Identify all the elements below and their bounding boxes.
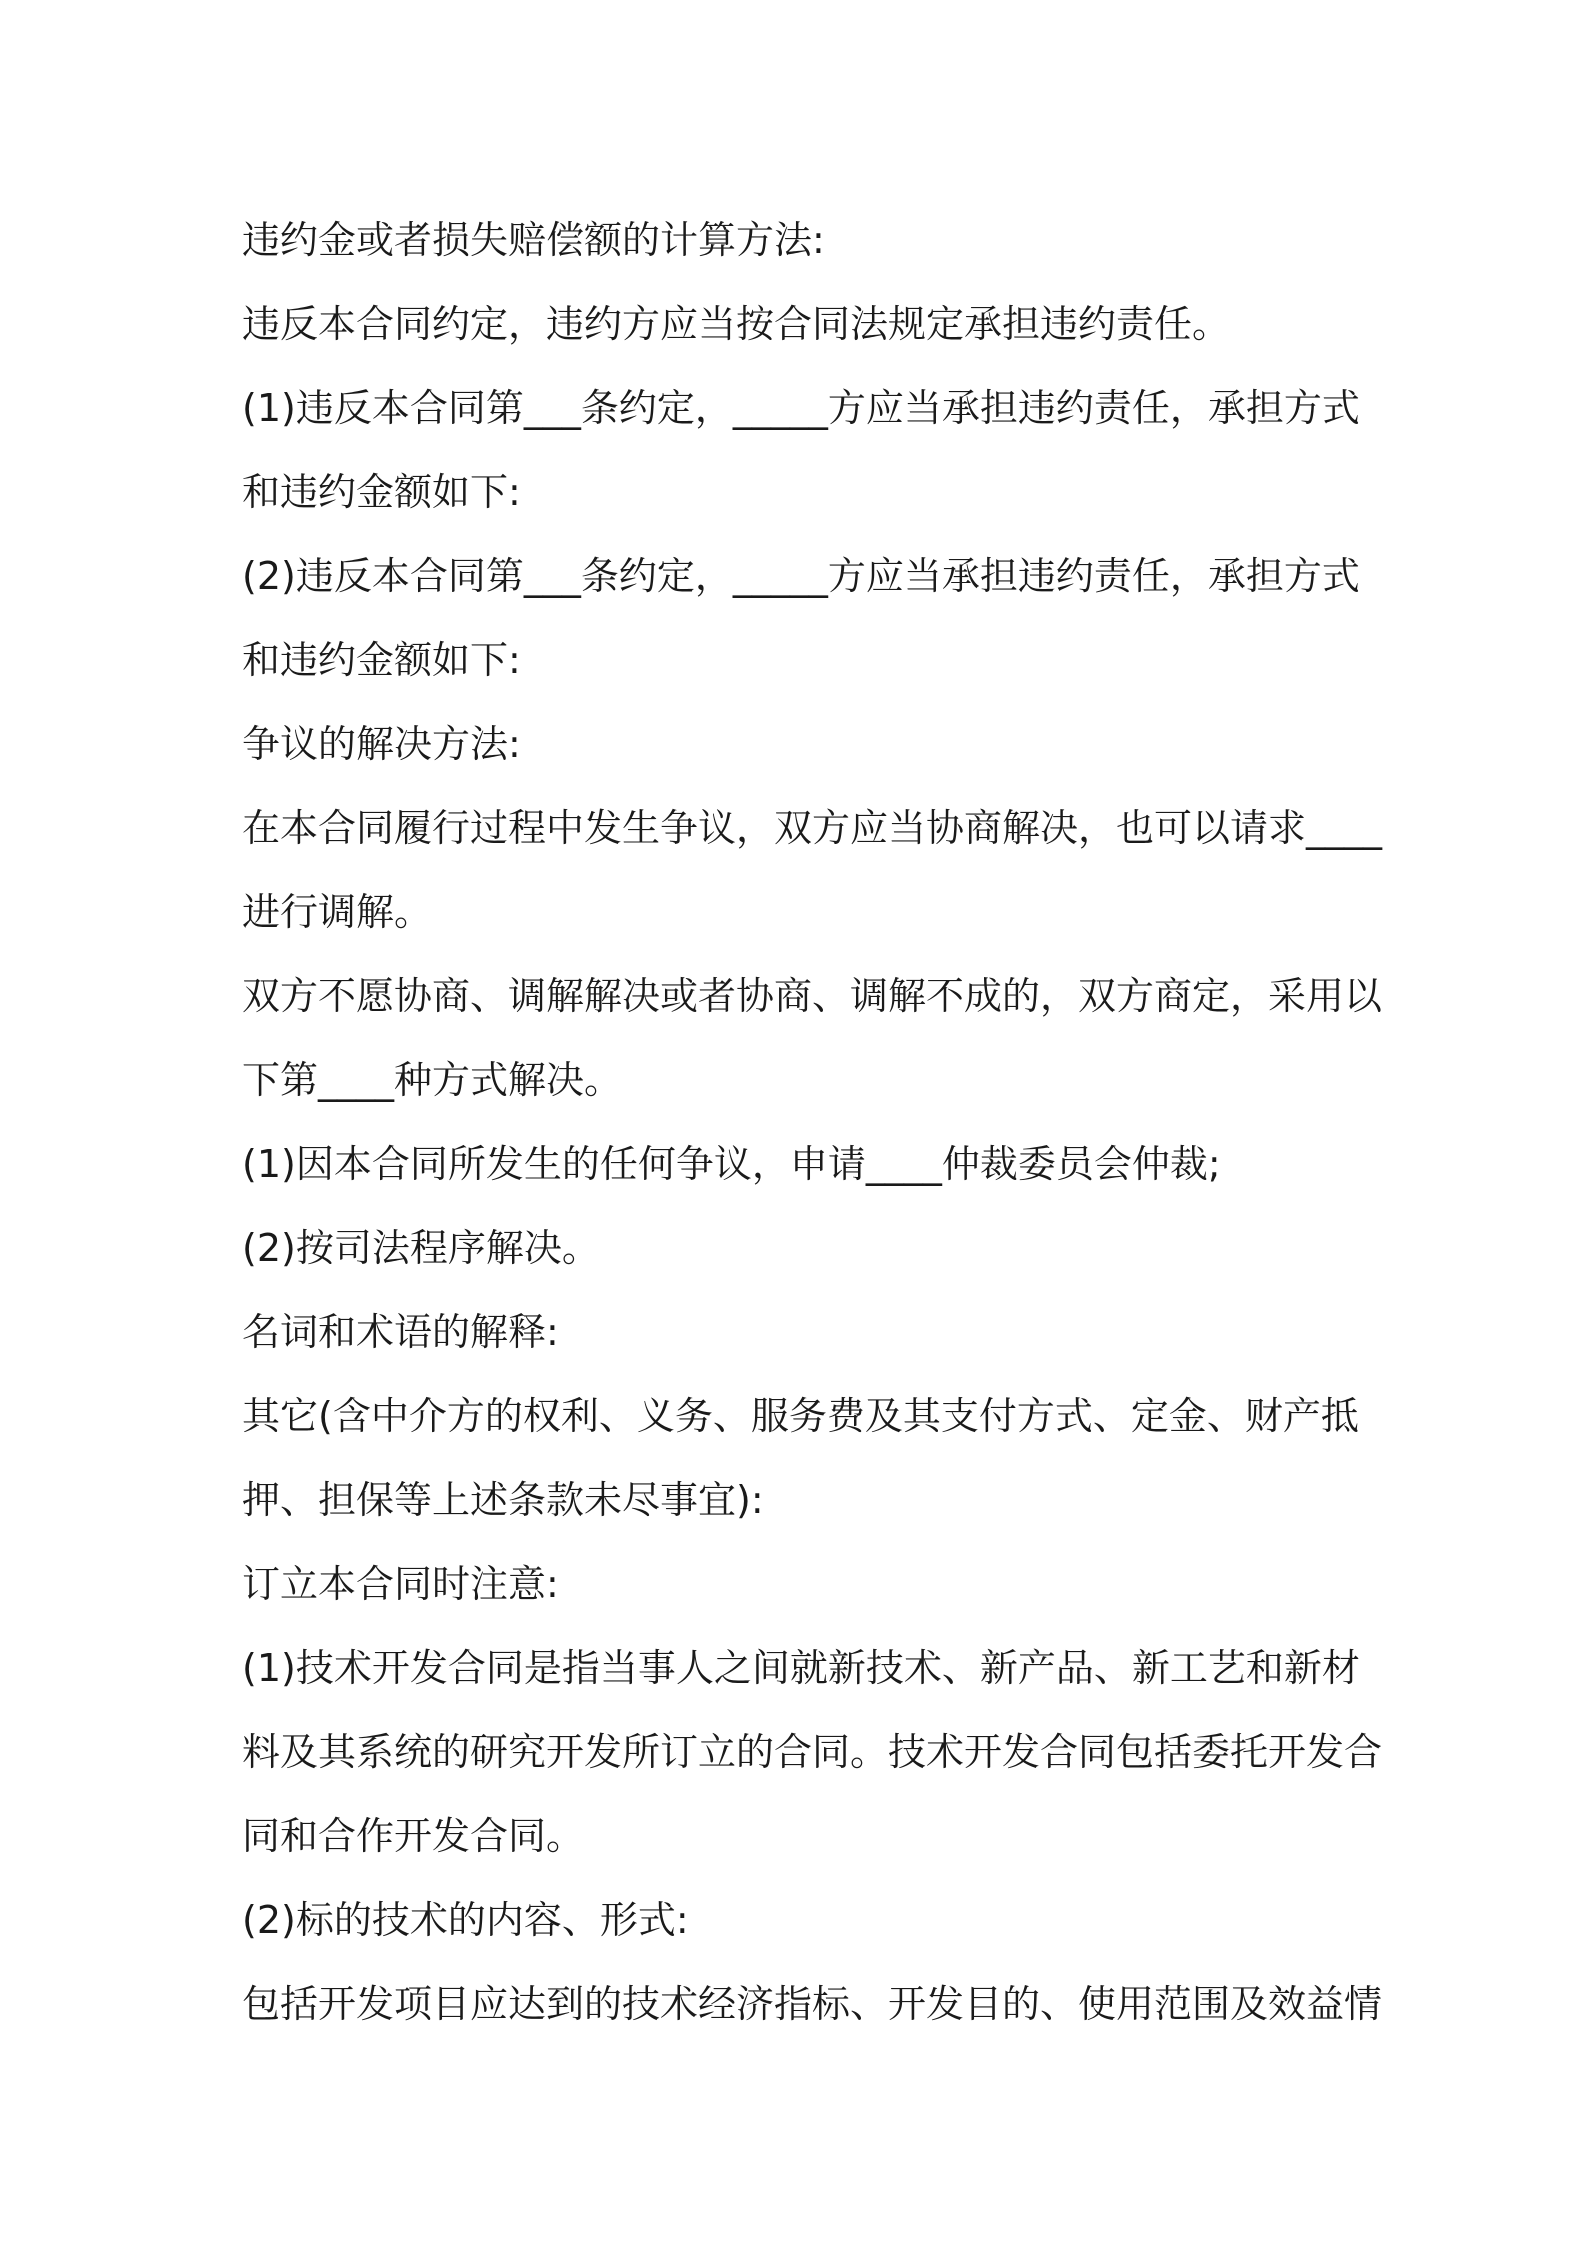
text-line: 包括开发项目应达到的技术经济指标、开发目的、使用范围及效益情 <box>242 1982 1383 2026</box>
text-line: (2)按司法程序解决。 <box>242 1226 600 1270</box>
text-line: 和违约金额如下: <box>242 638 521 682</box>
text-line: (1)技术开发合同是指当事人之间就新技术、新产品、新工艺和新材 <box>242 1646 1360 1690</box>
text-line: 违反本合同约定，违约方应当按合同法规定承担违约责任。 <box>242 302 1231 346</box>
text-line: 和违约金额如下: <box>242 470 521 514</box>
text-line: 名词和术语的解释: <box>242 1310 559 1354</box>
text-line: 料及其系统的研究开发所订立的合同。技术开发合同包括委托开发合 <box>242 1730 1383 1774</box>
text-line: 同和合作开发合同。 <box>242 1814 585 1858</box>
text-line: (2)标的技术的内容、形式: <box>242 1898 689 1942</box>
document-body <box>242 198 1383 2046</box>
text-line: 其它(含中介方的权利、义务、服务费及其支付方式、定金、财产抵 <box>242 1394 1359 1438</box>
text-line: (1)因本合同所发生的任何争议，申请____仲裁委员会仲裁; <box>242 1142 1221 1186</box>
text-line: 双方不愿协商、调解解决或者协商、调解不成的，双方商定，采用以 <box>242 974 1383 1018</box>
text-line: 进行调解。 <box>242 890 433 934</box>
text-line: 押、担保等上述条款未尽事宜): <box>242 1478 764 1522</box>
text-line: 在本合同履行过程中发生争议，双方应当协商解决，也可以请求____ <box>242 806 1383 850</box>
text-line: (1)违反本合同第___条约定，_____方应当承担违约责任，承担方式 <box>242 386 1360 430</box>
text-line: 违约金或者损失赔偿额的计算方法: <box>242 218 825 262</box>
text-line: (2)违反本合同第___条约定，_____方应当承担违约责任，承担方式 <box>242 554 1360 598</box>
text-line: 订立本合同时注意: <box>242 1562 559 1606</box>
text-line: 争议的解决方法: <box>242 722 521 766</box>
text-line: 下第____种方式解决。 <box>242 1058 623 1102</box>
